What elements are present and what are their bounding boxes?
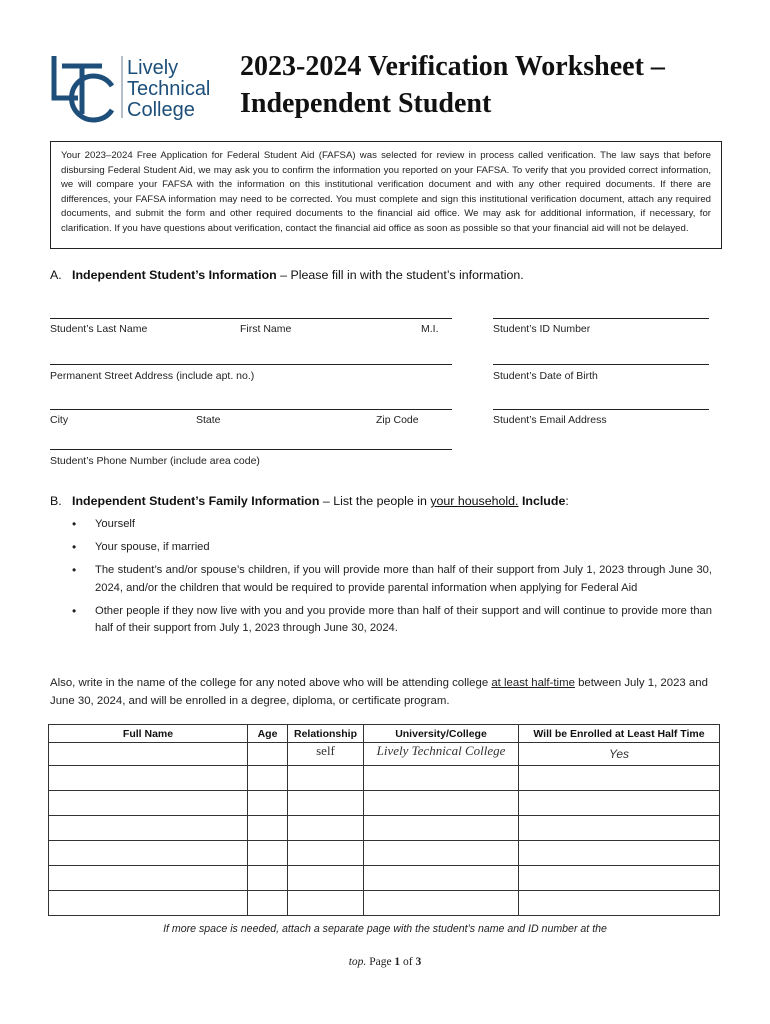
enrolled-cell[interactable] (519, 866, 720, 891)
name-line[interactable] (50, 318, 452, 319)
page-number: 1 (394, 956, 401, 968)
also-text-post: between July 1, 2023 and June 30, 2024, and will be enrolled in a degree, diploma, or certificate program. (50, 677, 708, 707)
dob-label: Student’s Date of Birth (493, 370, 598, 382)
table-row (49, 891, 720, 916)
intro-box: Your 2023–2024 Free Application for Federal Student Aid (FAFSA) was selected for review in process called verification. The law says that before disbursing Federal Student Aid, we may ask you to confirm the information you reported on your FAFSA. To verify that you provided correct information, we will compare your FAFSA with the information on this institutional verification document and with any other required documents. If there are differences, your FAFSA information may need to be corrected. You must complete and sign this institutional verification document, attach any required documents, and submit the form and other required documents to the financial aid office. We may ask for additional information, if necessary, for clarification. If you have questions about verification, contact the financial aid office as soon as possible so that your financial aid will not be delayed. (50, 141, 722, 249)
page-footer (0, 956, 770, 968)
full-name-cell[interactable] (49, 766, 248, 791)
list-item: • Your spouse, if married (72, 539, 712, 557)
section-b-instruction: – List the people in (319, 494, 431, 508)
age-cell[interactable] (248, 841, 288, 866)
list-item: • The student’s and/or spouse’s children, if you will provide more than half of their support from July 1, 2023 through June 30, 2024, and/or the children that would be required to provide parental information when applying for Federal Aid (72, 562, 712, 597)
full-name-cell[interactable] (49, 791, 248, 816)
relationship-cell[interactable] (288, 891, 364, 916)
enrolled-cell[interactable] (519, 816, 720, 841)
relationship-cell[interactable] (288, 866, 364, 891)
mi-label: M.I. (421, 323, 439, 335)
state-label: State (196, 414, 221, 426)
full-name-cell[interactable] (49, 816, 248, 841)
section-a-heading (50, 268, 524, 282)
enrolled-cell[interactable] (519, 841, 720, 866)
relationship-header: Relationship (288, 725, 364, 743)
address-label: Permanent Street Address (include apt. no.) (50, 370, 255, 382)
first-name-label: First Name (240, 323, 292, 335)
section-b-title: Independent Student’s Family Information (72, 494, 320, 508)
phone-label: Student’s Phone Number (include area code) (50, 455, 260, 467)
relationship-cell[interactable] (288, 816, 364, 841)
college-cell[interactable] (364, 766, 519, 791)
section-a-title: Independent Student’s Information (72, 268, 277, 282)
age-cell[interactable] (248, 866, 288, 891)
full-name-cell[interactable] (49, 891, 248, 916)
full-name-header: Full Name (49, 725, 248, 743)
age-cell[interactable] (248, 891, 288, 916)
student-id-label: Student’s ID Number (493, 323, 591, 335)
relationship-cell[interactable] (288, 766, 364, 791)
table-row (49, 841, 720, 866)
colon-text: : (565, 494, 569, 508)
age-cell[interactable] (248, 766, 288, 791)
full-name-cell[interactable] (49, 743, 248, 766)
college-cell[interactable]: Lively Technical College (364, 743, 519, 766)
zip-label: Zip Code (376, 414, 419, 426)
section-letter: B. (50, 494, 62, 508)
email-line[interactable] (493, 409, 709, 410)
table-row (49, 816, 720, 841)
relationship-cell[interactable] (288, 841, 364, 866)
city-label: City (50, 414, 69, 426)
phone-line[interactable] (50, 449, 452, 450)
age-cell[interactable] (248, 791, 288, 816)
table-row (49, 791, 720, 816)
page-total: 3 (415, 956, 422, 968)
section-letter: A. (50, 268, 62, 282)
full-name-cell[interactable] (49, 866, 248, 891)
enrolled-header: Will be Enrolled at Least Half Time (519, 725, 720, 743)
logo-line: Lively (127, 57, 179, 79)
section-b-heading (50, 494, 569, 508)
college-cell[interactable] (364, 866, 519, 891)
enrolled-cell[interactable] (519, 766, 720, 791)
household-link-text: your household. (430, 494, 519, 508)
student-id-line[interactable] (493, 318, 709, 319)
title-line-2: Independent Student (240, 88, 492, 119)
relationship-cell[interactable]: self (288, 743, 364, 766)
more-space-note: If more space is needed, attach a separate page with the student’s name and ID number at the (163, 923, 607, 935)
also-text-pre: Also, write in the name of the college for any noted above who will be attending college (50, 677, 492, 689)
age-cell[interactable] (248, 743, 288, 766)
college-header: University/College (364, 725, 519, 743)
logo-line: College (127, 99, 195, 121)
table-row (49, 766, 720, 791)
age-cell[interactable] (248, 816, 288, 841)
table-row (49, 743, 720, 766)
age-header: Age (248, 725, 288, 743)
relationship-cell[interactable] (288, 791, 364, 816)
logo-line: Technical (127, 78, 211, 100)
city-state-zip-line[interactable] (50, 409, 452, 410)
dob-line[interactable] (493, 364, 709, 365)
college-cell[interactable] (364, 841, 519, 866)
page-word: Page (366, 956, 395, 968)
section-a-instruction: – Please fill in with the student’s information. (276, 268, 524, 282)
list-item: • Yourself (72, 516, 712, 534)
college-cell[interactable] (364, 791, 519, 816)
household-members-table (48, 724, 720, 916)
title-line-1: 2023-2024 Verification Worksheet – (240, 51, 665, 82)
enrolled-cell[interactable] (519, 891, 720, 916)
last-name-label: Student’s Last Name (50, 323, 148, 335)
college-cell[interactable] (364, 816, 519, 841)
list-item: • Other people if they now live with you and you provide more than half of their support and will continue to provide more than half of their support from July 1, 2023 through June 30, 2024. (72, 603, 712, 638)
enrolled-cell[interactable]: Yes (519, 743, 720, 766)
full-name-cell[interactable] (49, 841, 248, 866)
logo-wordmark (127, 58, 210, 121)
table-row (49, 866, 720, 891)
half-time-text: at least half-time (491, 677, 575, 689)
enrolled-cell[interactable] (519, 791, 720, 816)
college-cell[interactable] (364, 891, 519, 916)
household-bullet-list (72, 516, 712, 643)
email-label: Student’s Email Address (493, 414, 607, 426)
address-line[interactable] (50, 364, 452, 365)
footer-top-word: top. (348, 956, 367, 968)
of-word: of (400, 956, 416, 968)
also-instruction (50, 674, 720, 710)
include-text: Include (518, 494, 566, 508)
page-title (240, 48, 665, 122)
table-header-row (49, 725, 720, 743)
